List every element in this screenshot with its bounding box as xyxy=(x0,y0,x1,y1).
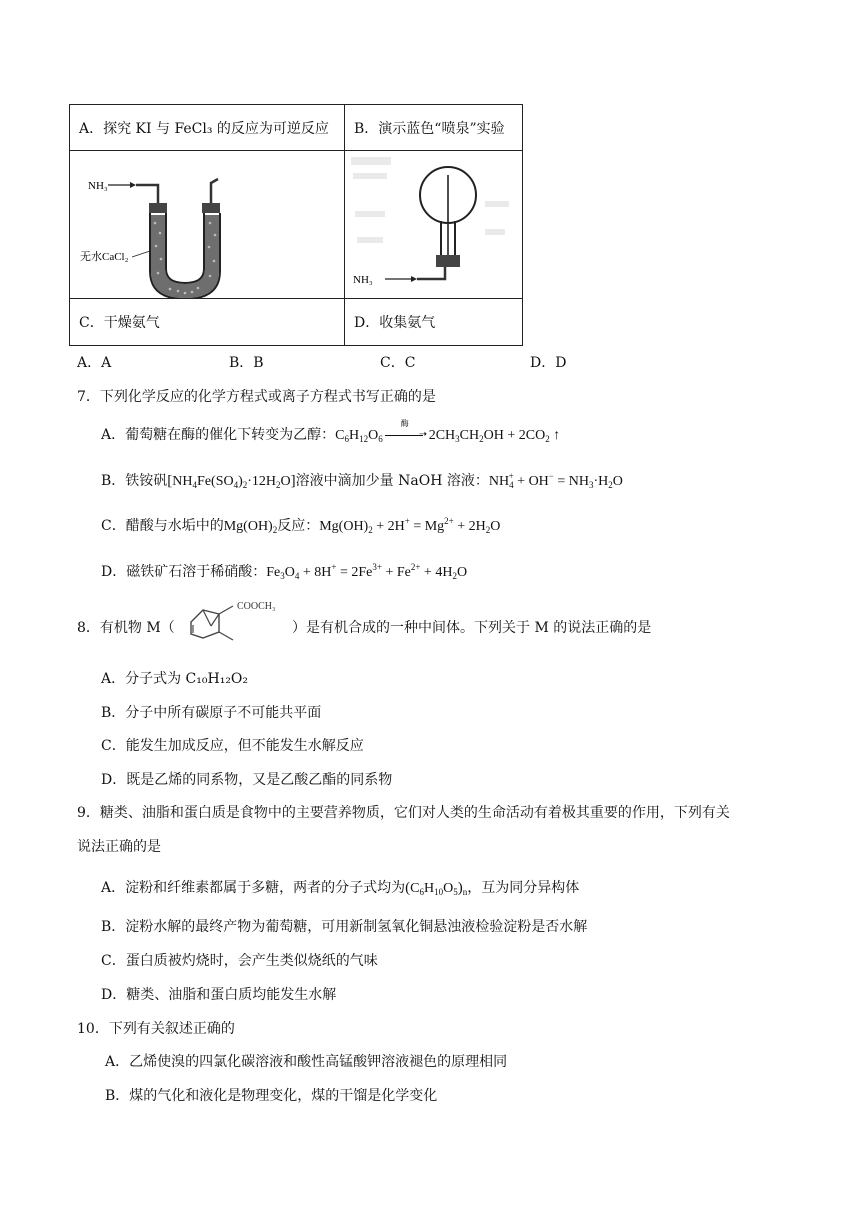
q7-option-b: B．铁铵矾$[NH_4Fe(SO_4)_2\cdot 12H_2O]$溶液中滴加少量 NaOH 溶液：$NH_4^+ + OH^- = NH_3\cdot H_2O$ xyxy=(101,471,623,490)
q8-option-c: C．能发生加成反应，但不能发生水解反应 xyxy=(101,738,364,754)
q7-b-text2: 溶液中滴加少量 NaOH 溶液： xyxy=(295,473,489,489)
q8-stem-a: 8．有机物 M（ xyxy=(77,620,175,636)
q10-option-a: A．乙烯使溴的四氯化碳溶液和酸性高锰酸钾溶液褪色的原理相同 xyxy=(105,1054,508,1070)
cell-d-image xyxy=(345,151,523,299)
q7-a-text: A．葡萄糖在酶的催化下转变为乙醇： xyxy=(101,427,336,443)
q9-a-text1: A．淀粉和纤维素都属于多糖，两者的分子式均为 xyxy=(101,880,406,896)
cell-c xyxy=(70,299,345,346)
q7-option-a: A．葡萄糖在酶的催化下转变为乙醇：$C_6H_{12}O_6$ 酶 ➝ $2CH_3CH_2OH + 2CO_2$ ↑ xyxy=(101,419,561,444)
q9-stem-line1: 9．糖类、油脂和蛋白质是食物中的主要营养物质，它们对人类的生命活动有着极其重要的作用，下列有关 xyxy=(77,805,730,821)
nh3-label-c: NH₃ xyxy=(88,180,108,192)
u-tube-drying-image xyxy=(70,151,344,298)
q9-a-text2: ，互为同分异构体 xyxy=(467,880,580,896)
q7-d-text: D．磁铁矿石溶于稀硝酸： xyxy=(101,564,267,580)
nh3-label-d: NH₃ xyxy=(353,274,373,286)
cell-a-text: A．探究 KI 与 FeCl₃ 的反应为可逆反应 xyxy=(79,120,329,137)
cooch3-label: COOCH₃ xyxy=(237,601,276,612)
q7-stem: 7．下列化学反应的化学方程式或离子方程式书写正确的是 xyxy=(77,389,436,405)
q8-stem-b: ）是有机合成的一种中间体。下列关于 M 的说法正确的是 xyxy=(292,620,652,636)
flask-collect-image xyxy=(345,151,522,298)
cell-d-text: D．收集氨气 xyxy=(354,315,436,331)
cell-c-image xyxy=(70,151,345,299)
cell-b xyxy=(345,105,523,151)
q8-option-d: D．既是乙烯的同系物，又是乙酸乙酯的同系物 xyxy=(101,772,393,788)
q10-option-b: B．煤的气化和液化是物理变化，煤的干馏是化学变化 xyxy=(105,1088,438,1104)
cell-b-text: B．演示蓝色“喷泉”实验 xyxy=(354,120,505,137)
q10-stem: 10．下列有关叙述正确的 xyxy=(77,1021,235,1037)
q6-option-d: D．D xyxy=(530,355,567,371)
apparatus-table xyxy=(69,104,523,346)
reaction-arrow: 酶 ➝ xyxy=(383,428,429,442)
arrow-condition: 酶 xyxy=(400,419,409,428)
cacl2-label: 无水CaCl₂ xyxy=(80,251,129,263)
q7-option-c: C．醋酸与水垢中的$Mg(OH)_2$反应：$Mg(OH)_2 + 2H^+ = Mg^{2+} + 2H_2O$ xyxy=(101,516,501,535)
q6-option-c: C．C xyxy=(380,355,416,371)
q9-option-d: D．糖类、油脂和蛋白质均能发生水解 xyxy=(101,987,337,1003)
q7-option-d: D．磁铁矿石溶于稀硝酸：$Fe_3O_4 + 8H^+ = 2Fe^{3+} + Fe^{2+} + 4H_2O$ xyxy=(101,562,468,581)
q9-option-b: B．淀粉水解的最终产物为葡萄糖，可用新制氢氧化铜悬浊液检验淀粉是否水解 xyxy=(101,919,588,935)
cell-c-text: C．干燥氨气 xyxy=(79,315,160,331)
q9-stem-line2: 说法正确的是 xyxy=(77,839,161,855)
q7-c-text: C．醋酸与水垢中的 xyxy=(101,518,224,534)
cacl2-granules xyxy=(151,215,219,298)
q6-option-a: A．A xyxy=(77,355,112,371)
q9-option-c: C．蛋白质被灼烧时，会产生类似烧纸的气味 xyxy=(101,953,378,969)
q8-option-a: A．分子式为 C₁₀H₁₂O₂ xyxy=(101,671,249,687)
cell-d xyxy=(345,299,523,346)
q6-option-b: B．B xyxy=(229,355,264,371)
q7-c-text2: 反应： xyxy=(277,518,320,534)
q8-option-b: B．分子中所有碳原子不可能共平面 xyxy=(101,705,322,721)
molecule-m-structure xyxy=(177,596,295,646)
q7-b-text: B．铁铵矾 xyxy=(101,473,168,489)
q9-option-a: A．淀粉和纤维素都属于多糖，两者的分子式均为$(C_6H_{10}O_5)_n$，互为同分异构体 xyxy=(101,880,580,897)
cell-a xyxy=(70,105,345,151)
